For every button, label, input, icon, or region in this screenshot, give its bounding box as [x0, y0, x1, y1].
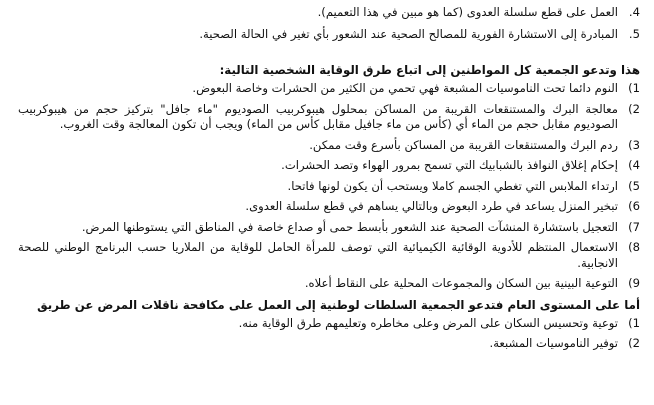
list-item-text: التوعية البينية بين السكان والمجموعات المحلية على النقاط أعلاه. — [304, 276, 618, 290]
list-item — [18, 5, 640, 21]
list-item-text: العمل على قطع سلسلة العدوى (كما هو مبين في هذا التعميم). — [317, 5, 618, 19]
previous-list-section — [18, 0, 640, 48]
list-item-text: تبخير المنزل يساعد في طرد البعوض وبالتالي يساهم في قطع سلسلة العدوى. — [245, 199, 618, 213]
list-item-number: 6) — [628, 199, 640, 213]
list-item-number: 2) — [628, 336, 640, 350]
list-item-text: توفير الناموسيات المشبعة. — [489, 336, 618, 350]
list-item-number: 9) — [628, 276, 640, 290]
list-item — [18, 102, 640, 133]
list-item — [18, 336, 640, 352]
previous-list — [18, 0, 640, 48]
list-item-number: 3) — [628, 137, 640, 152]
list-item-text: التعجيل باستشارة المنشآت الصحية عند الشعور بأبسط حمى أو صداع خاصة في المناطق التي يستوطنها المرض. — [81, 219, 618, 234]
list-item-text: إحكام إغلاق النوافذ بالشبابيك التي تسمح بمرور الهواء وتصد الحشرات. — [281, 158, 618, 172]
public-level-heading: أما على المستوى العام فتدعو الجمعية السلطات لوطنية إلى العمل على مكافحة ناقلات المرض عن طريق — [37, 297, 640, 312]
list-item — [18, 27, 640, 43]
list-item — [18, 138, 640, 154]
list-item-number: 4. — [628, 5, 640, 19]
list-item — [18, 316, 640, 332]
list-item-text: توعية وتحسيس السكان على المرض وعلى مخاطره وتعليمهم طرق الوقاية منه. — [238, 315, 618, 330]
list-item-text: معالجة البرك والمستنقعات القريبة من المساكن بمحلول هيبوكربيب الصوديوم "ماء جافل" بتركيز حجم من هيبوكربيب الصوديوم مقابل حجم من الماء أي (كأس من ماء جافيل مقابل كأس من الماء) ويجب أن تكون المعالجة وقت الغروب. — [18, 101, 618, 131]
list-item-number: 5) — [628, 178, 640, 193]
list-item-text: المبادرة إلى الاستشارة الفورية للمصالح الصحية عند الشعور بأي تغير في الحالة الصحية. — [199, 26, 618, 41]
list-item — [18, 179, 640, 195]
list-item — [18, 240, 640, 271]
list-item — [18, 220, 640, 236]
personal-prevention-list — [18, 81, 640, 292]
list-item-text: ارتداء الملابس التي تغطي الجسم كاملا ويستحب أن يكون لونها فاتحا. — [287, 178, 618, 193]
list-item — [18, 199, 640, 215]
list-item-number: 4) — [628, 158, 640, 172]
personal-prevention-heading: هذا وتدعو الجمعية كل المواطنين إلى اتباع طرق الوقاية الشخصية التالية: — [219, 63, 640, 77]
list-item-text: الاستعمال المنتظم للأدوية الوقائية الكيميائية التي توصف للمرأة الحامل للوقاية من الملاريا حسب البرنامج الوطني للصحة الانجابية. — [18, 240, 618, 270]
list-item-number: 5. — [628, 26, 640, 41]
public-measures-list — [18, 316, 640, 352]
list-item — [18, 158, 640, 174]
list-item-number: 8) — [628, 240, 640, 254]
list-item-text: النوم دائما تحت الناموسيات المشبعة فهي تحمي من الكثير من الحشرات وخاصة البعوض. — [192, 81, 618, 95]
list-item-number: 7) — [628, 219, 640, 234]
list-item-number: 1) — [628, 315, 640, 330]
list-item — [18, 276, 640, 292]
list-item-number: 1) — [628, 81, 640, 95]
list-item — [18, 81, 640, 97]
list-item-text: ردم البرك والمستنقعات القريبة من المساكن بأسرع وقت ممكن. — [309, 137, 618, 152]
list-item-number: 2) — [628, 101, 640, 116]
